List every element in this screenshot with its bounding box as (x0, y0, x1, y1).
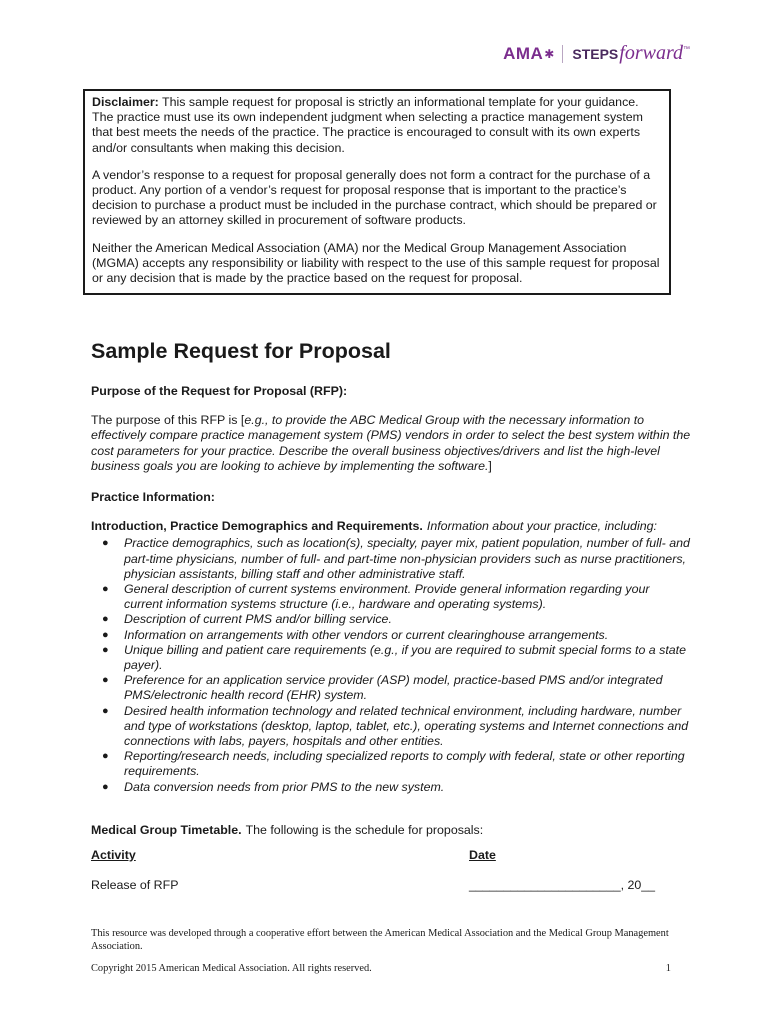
disclaimer-label: Disclaimer: (92, 95, 159, 109)
page-number: 1 (665, 963, 671, 974)
bullet-icon: ● (102, 628, 109, 641)
main-content (91, 336, 691, 908)
bullet-icon: ● (102, 613, 109, 626)
ama-logo-text: AMA (503, 43, 544, 63)
bullet-icon: ● (102, 780, 109, 793)
timetable-header-row (91, 848, 691, 878)
requirements-list (91, 536, 691, 794)
list-item-text: Unique billing and patient care requirements (e.g., if you are required to submit special forms to a state payer). (124, 642, 687, 673)
forward-logo-text: forward (619, 42, 683, 64)
bullet-icon: ● (102, 537, 109, 550)
list-item-text: Reporting/research needs, including specialized reports to comply with federal, state or other reporting requirements. (124, 749, 685, 779)
table-row (91, 878, 691, 908)
list-item-text: Information on arrangements with other vendors or current clearinghouse arrangements. (124, 627, 609, 642)
list-item (91, 582, 691, 612)
list-item (91, 749, 691, 779)
date-column-header: Date (469, 848, 496, 863)
activity-column-header: Activity (91, 848, 136, 863)
logo-divider (562, 45, 563, 63)
bullet-icon: ● (102, 643, 109, 656)
list-item (91, 612, 691, 627)
bullet-icon: ● (102, 750, 109, 763)
list-item (91, 704, 691, 750)
steps-logo-text: STEPS (572, 45, 619, 62)
disclaimer-box (83, 89, 671, 295)
intro-line (91, 519, 691, 534)
footer-note: This resource was developed through a cooperative effort between the American Medical Association and the Medical Group Management Association. (91, 928, 669, 953)
disclaimer-paragraph-2: A vendor’s response to a request for proposal generally does not form a contract for the purchase of a product. Any portion of a vendor’s request for proposal response that is important to the practice’s decision to purchase a product must be included in the purchase contract, which should be prepared or reviewed by an attorney skilled in procurement of software products. (92, 167, 657, 228)
purpose-heading: Purpose of the Request for Proposal (RFP): (91, 384, 348, 398)
list-item-text: Desired health information technology and related technical environment, including hardware, number and type of workstations (desktop, laptop, tablet, etc.), operating systems and Internet connections and connections with labs, payers, hospitals and other entities. (124, 703, 689, 749)
bullet-icon: ● (102, 674, 109, 687)
list-item-text: Data conversion needs from prior PMS to the new system. (124, 779, 445, 794)
list-item (91, 643, 691, 673)
page-title: Sample Request for Proposal (91, 339, 391, 363)
timetable-table (91, 848, 691, 908)
disclaimer-paragraph-1 (92, 95, 662, 156)
intro-label: Introduction, Practice Demographics and Requirements. (91, 519, 423, 534)
trademark-mark: ™ (683, 46, 690, 53)
timetable-text: The following is the schedule for proposals: (245, 822, 484, 837)
activity-cell: Release of RFP (91, 878, 179, 893)
list-item (91, 536, 691, 582)
ama-logo-icon: ✱ (544, 46, 555, 61)
bullet-icon: ● (102, 583, 109, 596)
list-item-text: General description of current systems environment. Provide general information regarding your current information systems structure (i.e., hardware and operating systems). (124, 582, 650, 612)
list-item (91, 673, 691, 703)
logo (503, 42, 690, 65)
bullet-icon: ● (102, 704, 109, 717)
purpose-paragraph (91, 413, 691, 474)
disclaimer-paragraph-3: Neither the American Medical Association (AMA) nor the Medical Group Management Association (MGMA) accepts any responsibility or liability with respect to the use of this sample request for proposal or any decision that is made by the practice based on the request for proposal. (92, 240, 660, 286)
timetable-label: Medical Group Timetable. (91, 822, 242, 837)
purpose-text-end: ] (488, 458, 492, 473)
purpose-text-italic: e.g., to provide the ABC Medical Group with the necessary information to effectively compare practice management system (PMS) vendors in order to select the best system within the cost parameters for your practice. Describe the overall business objectives/drivers and list the high-level business goals you are looking to achieve by implementing the software. (91, 413, 691, 473)
timetable-line (91, 823, 691, 838)
date-cell: ______________________, 20__ (469, 878, 656, 893)
purpose-text-start: The purpose of this RFP is [ (91, 413, 245, 428)
practice-info-heading: Practice Information: (91, 490, 215, 505)
list-item-text: Preference for an application service provider (ASP) model, practice-based PMS and/or integrated PMS/electronic health record (EHR) system. (124, 673, 663, 703)
list-item-text: Practice demographics, such as location(s), specialty, payer mix, patient population, number of full- and part-time physicians, number of full- and part-time non-physician providers such as nurse practitioners, physician assistants, billing staff and other administrative staff. (124, 536, 690, 581)
list-item (91, 628, 691, 643)
intro-text: Information about your practice, including: (426, 519, 657, 534)
disclaimer-text-1: This sample request for proposal is strictly an informational template for your guidance. The practice must use its own independent judgment when selecting a practice management system that best meets the needs of the practice. The practice is encouraged to consult with its own experts and/or consultants when making this decision. (92, 95, 643, 155)
list-item-text: Description of current PMS and/or billing service. (124, 612, 392, 627)
footer-copyright: Copyright 2015 American Medical Association. All rights reserved. (91, 963, 372, 974)
list-item (91, 780, 691, 795)
